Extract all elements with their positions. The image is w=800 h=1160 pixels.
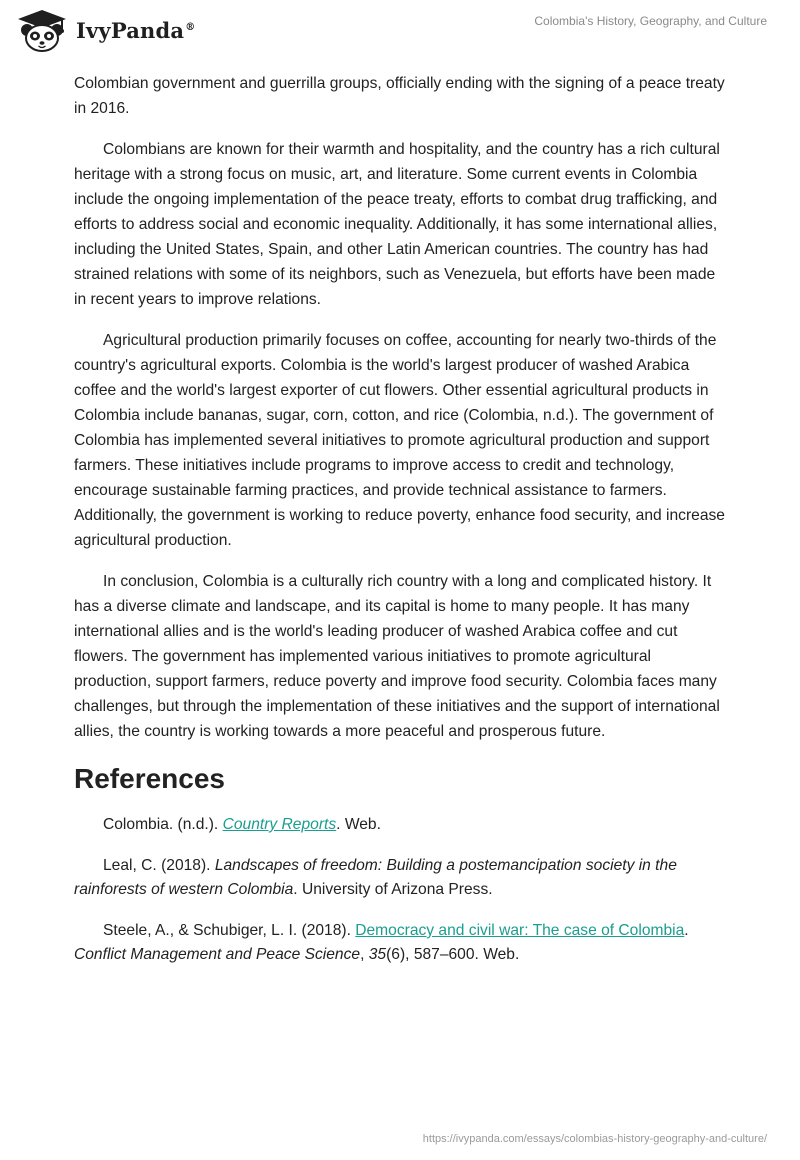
reference-text: .: [684, 922, 689, 939]
reference-item: [74, 813, 728, 837]
reference-text: (6), 587–600. Web.: [386, 946, 520, 963]
paragraph-1: Colombian government and guerrilla groups, officially ending with the signing of a peace treaty in 2016.: [74, 75, 725, 117]
reference-item: [74, 919, 728, 967]
reference-text: Leal, C. (2018).: [103, 857, 215, 874]
reference-text: ,: [360, 946, 369, 963]
page-header: [0, 0, 800, 60]
essay-content: [74, 71, 728, 967]
paragraph-4: In conclusion, Colombia is a culturally rich country with a long and complicated history. It has a diverse climate and landscape, and its capital is home to many people. It has many international allies and is the world's leading producer of washed Arabica coffee and cut flowers. The government has implemented various initiatives to promote agricultural production, support farmers, reduce poverty and improve food security. Colombia faces many challenges, but through the implementation of these initiatives and the support of international allies, the country is working towards a more peaceful and prosperous future.: [74, 573, 720, 740]
ivypanda-logo[interactable]: [14, 8, 195, 52]
reference-text: . University of Arizona Press.: [293, 881, 493, 898]
logo-registered-mark: ®: [185, 21, 196, 33]
reference-title: Landscapes of freedom: Building a postemancipation society in the rainforests of western Colombia: [74, 857, 677, 898]
paragraph-3: Agricultural production primarily focuses on coffee, accounting for nearly two-thirds of the country's agricultural exports. Colombia is the world's largest producer of washed Arabica coffee and the world's largest exporter of cut flowers. Other essential agricultural products in Colombia include bananas, sugar, corn, cotton, and rice (Colombia, n.d.). The government of Colombia has implemented several initiatives to promote agricultural production and support farmers. These initiatives include programs to improve access to credit and technology, encourage sustainable farming practices, and provide technical assistance to farmers. Additionally, the government is working to reduce poverty, enhance food security, and increase agricultural production.: [74, 332, 725, 549]
reference-text: Colombia. (n.d.).: [103, 816, 223, 833]
reference-volume: 35: [368, 946, 387, 963]
logo-wordmark: [76, 18, 195, 43]
document-title: Colombia's History, Geography, and Culture: [534, 14, 767, 28]
footer-url[interactable]: https://ivypanda.com/essays/colombias-history-geography-and-culture/: [422, 1133, 767, 1145]
reference-text: . Web.: [336, 816, 381, 833]
logo-text: IvyPanda: [76, 17, 185, 43]
references-heading: References: [74, 763, 225, 794]
reference-link-country-reports[interactable]: Country Reports: [222, 816, 337, 833]
reference-text: Steele, A., & Schubiger, L. I. (2018).: [103, 922, 356, 939]
panda-graduation-cap-icon: [14, 8, 70, 52]
paragraph-2: Colombians are known for their warmth and hospitality, and the country has a rich cultural heritage with a strong focus on music, art, and literature. Some current events in Colombia include the ongoing implementation of the peace treaty, efforts to combat drug trafficking, and efforts to address social and economic inequality. Additionally, it has some international allies, including the United States, Spain, and other Latin American countries. The country has had strained relations with some of its neighbors, such as Venezuela, but efforts have been made in recent years to improve relations.: [74, 141, 720, 308]
reference-item: [74, 854, 728, 902]
reference-journal: Conflict Management and Peace Science: [74, 946, 361, 963]
reference-link-democracy-civil-war[interactable]: Democracy and civil war: The case of Colombia: [355, 922, 685, 939]
